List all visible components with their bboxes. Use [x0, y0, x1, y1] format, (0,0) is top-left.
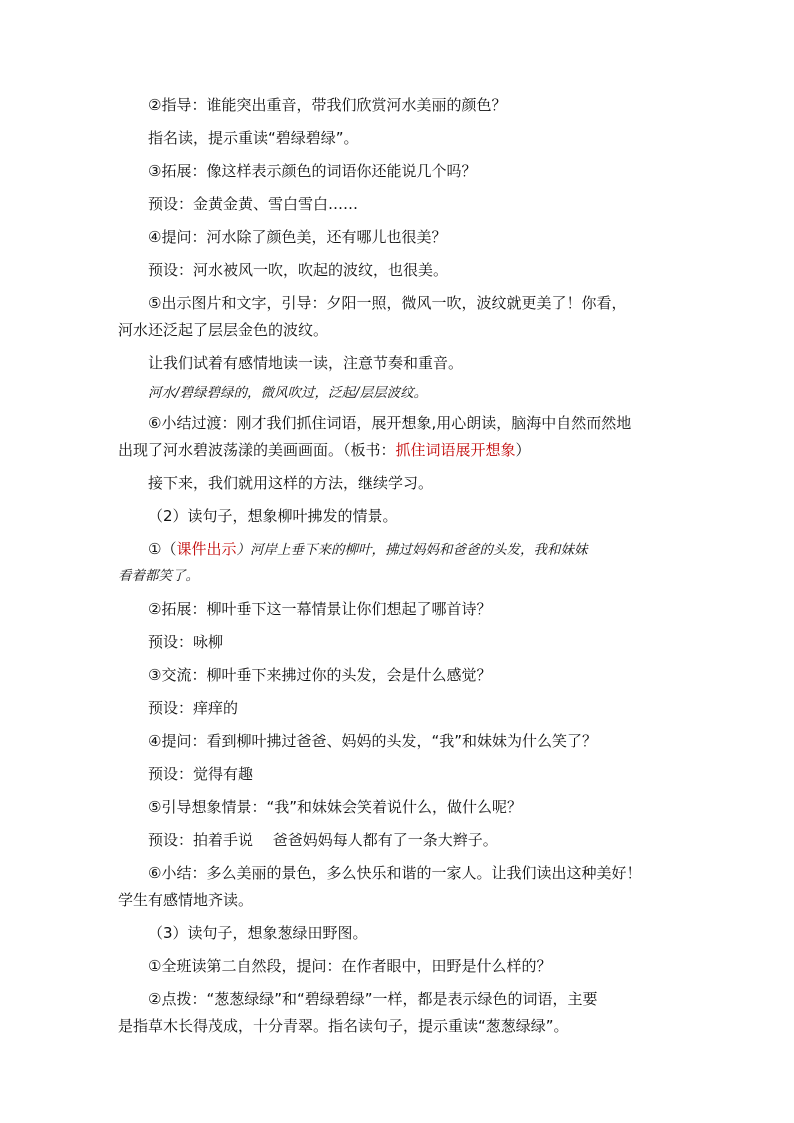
paragraph-question-laugh: ④提问：看到柳叶拂过爸爸、妈妈的头发，“我”和妹妹为什么笑了？: [148, 732, 597, 750]
courseware-prefix: ①（: [148, 540, 177, 558]
paragraph-extend-colors: ③拓展：像这样表示颜色的词语你还能说几个吗？: [148, 162, 477, 180]
paragraph-class-read: ①全班读第二自然段，提问：在作者眼中，田野是什么样的？: [148, 957, 552, 975]
paragraph-preset-poem: 预设：咏柳: [148, 633, 224, 651]
paragraph-summary-family: ⑥小结：多么美丽的景色，多么快乐和谐的一家人。让我们读出这种美好！: [148, 864, 642, 882]
paragraph-show-picture: ⑤出示图片和文字，引导：夕阳一照，微风一吹，波纹就更美了！你看，: [148, 294, 627, 312]
paragraph-preset-itchy: 预设：痒痒的: [148, 699, 239, 717]
summary-text: 出现了河水碧波荡漾的美画画面。（板书：: [118, 441, 396, 459]
courseware-text: ）河岸上垂下来的柳叶，拂过妈妈和爸爸的头发，我和妹妹: [236, 542, 588, 558]
paragraph-summary-family-cont: 学生有感情地齐读。: [118, 891, 254, 909]
courseware-label: 课件出示: [176, 540, 237, 558]
paragraph-point-out: ②点拨：“葱葱绿绿”和“碧绿碧绿”一样，都是表示绿色的词语，主要: [148, 990, 598, 1008]
paragraph-guide-1: ②指导：谁能突出重音，带我们欣赏河水美丽的颜色？: [148, 96, 507, 114]
section-heading-2: （2）读句子，想象柳叶拂发的情景。: [148, 507, 398, 525]
paragraph-preset-colors: 预设：金黄金黄、雪白雪白……: [148, 195, 359, 213]
paragraph-courseware: [148, 539, 708, 560]
paragraph-show-picture-cont: 河水还泛起了层层金色的波纹。: [118, 321, 329, 339]
section-heading-3: （3）读句子，想象葱绿田野图。: [148, 924, 368, 942]
paragraph-point-out-cont: 是指草木长得茂成，十分青翠。指名读句子，提示重读“葱葱绿绿”。: [118, 1017, 569, 1035]
paragraph-extend-poem: ②拓展：柳叶垂下这一幕情景让你们想起了哪首诗？: [148, 600, 492, 618]
paragraph-summary-cont: [118, 440, 678, 460]
paragraph-reading-marks: 河水/碧绿碧绿的，微风吹过，泛起/层层波纹。: [148, 385, 428, 401]
paragraph-preset-braids: 预设：拍着手说 爸爸妈妈每人都有了一条大辫子。: [148, 831, 498, 849]
paragraph-preset-fun: 预设：觉得有趣: [148, 765, 254, 783]
summary-close: ）: [515, 441, 531, 459]
paragraph-guide-imagine: ⑤引导想象情景：“我”和妹妹会笑着说什么，做什么呢？: [148, 798, 522, 816]
paragraph-read-emphasis: 指名读，提示重读“碧绿碧绿”。: [148, 129, 359, 147]
paragraph-next-method: 接下来，我们就用这样的方法，继续学习。: [148, 474, 434, 492]
paragraph-summary-transition: ⑥小结过渡：刚才我们抓住词语，展开想象,用心朗读，脑海中自然而然地: [148, 414, 632, 432]
paragraph-preset-ripples: 预设：河水被风一吹，吹起的波纹，也很美。: [148, 261, 449, 279]
paragraph-read-feeling: 让我们试着有感情地读一读，注意节奏和重音。: [148, 354, 464, 372]
blackboard-note: 抓住词语展开想象: [395, 441, 516, 459]
paragraph-courseware-cont: 看着都笑了。: [118, 568, 199, 584]
paragraph-exchange-feeling: ③交流：柳叶垂下来拂过你的头发，会是什么感觉？: [148, 666, 492, 684]
paragraph-question-river: ④提问：河水除了颜色美，还有哪儿也很美？: [148, 228, 447, 246]
